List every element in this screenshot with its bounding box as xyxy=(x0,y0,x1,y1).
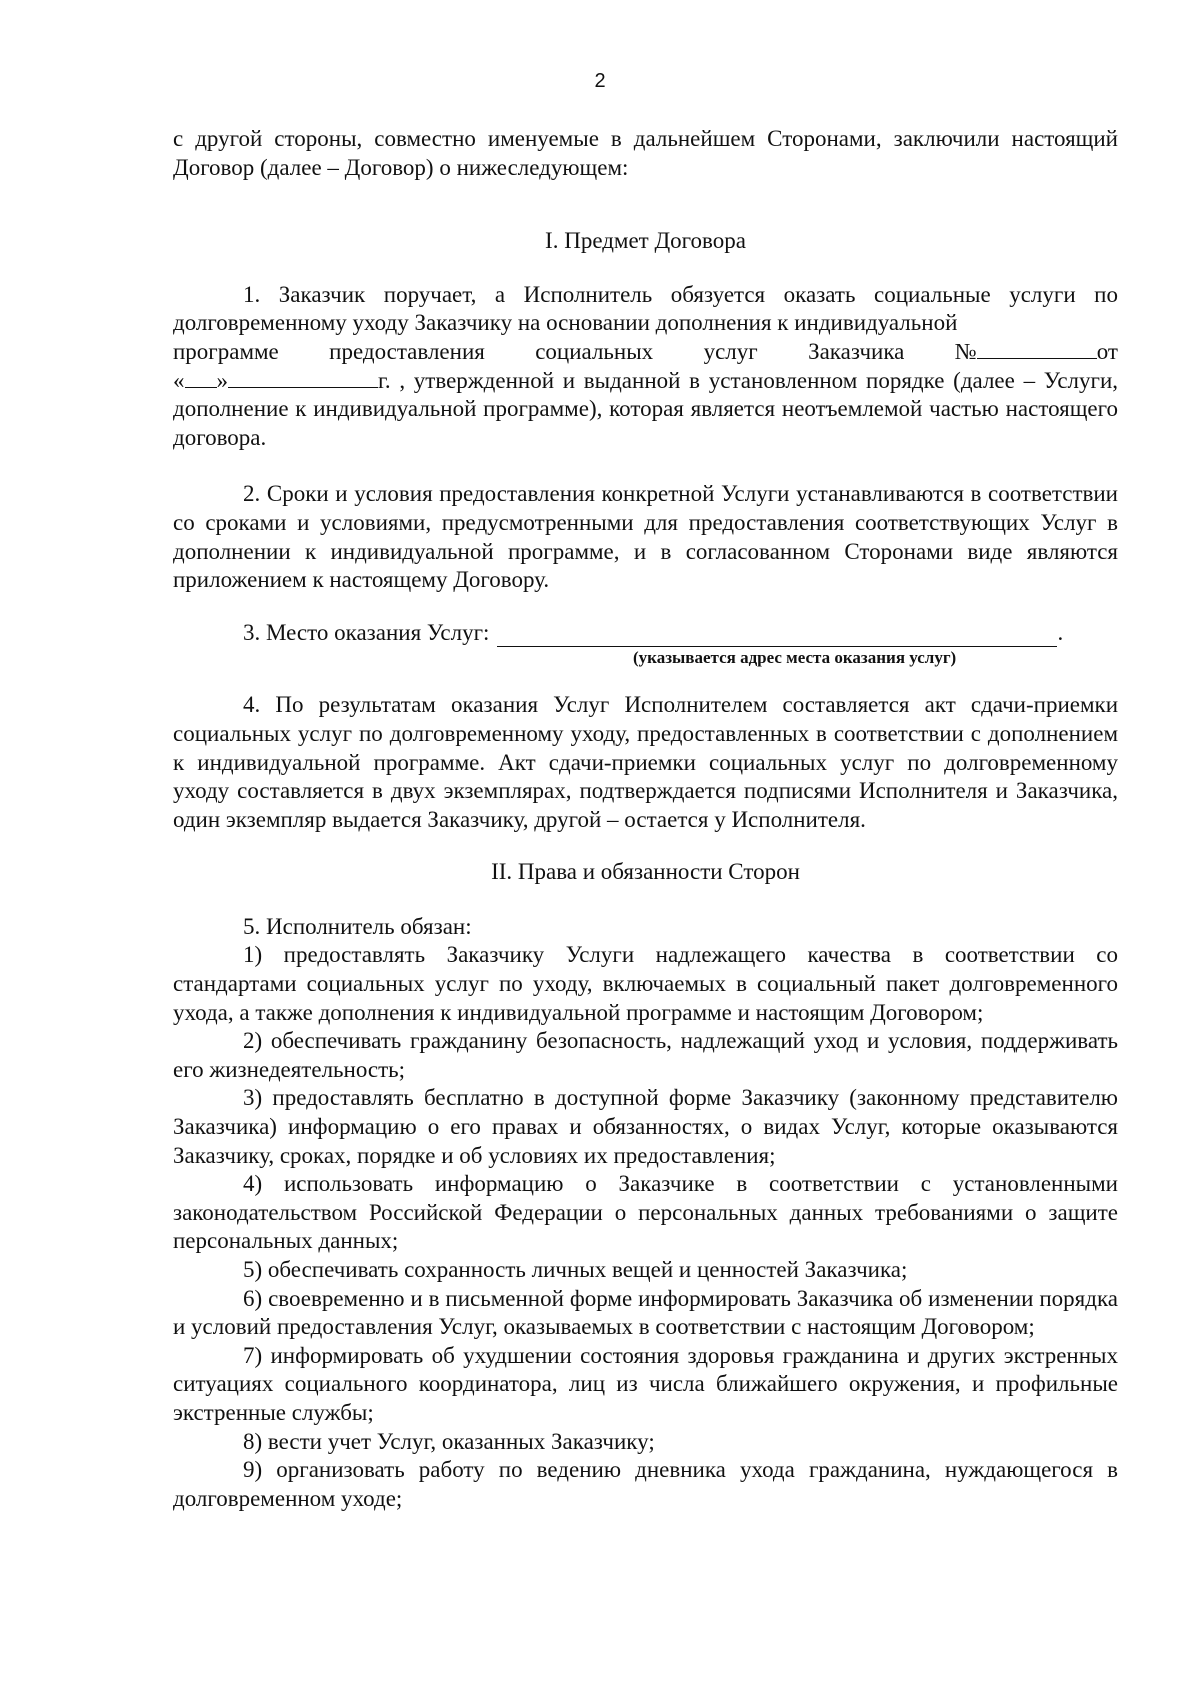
clause-1-text: 1. Заказчик поручает, а Исполнитель обязуется оказать социальные услуги по долговременному уходу Заказчику на основании дополнения к индивидуальной xyxy=(173,281,1118,336)
clause-5-title: 5. Исполнитель обязан: xyxy=(243,913,472,939)
duty-item: 9) организовать работу по ведению дневника ухода гражданина, нуждающегося в долговременном уходе; xyxy=(173,1457,1118,1511)
word-from: от xyxy=(1096,338,1118,364)
word-customer: Заказчика xyxy=(808,338,905,364)
duty-item: 5) обеспечивать сохранность личных вещей и ценностей Заказчика; xyxy=(243,1257,908,1282)
month-year-blank xyxy=(228,367,378,388)
clause-1-continuation xyxy=(173,367,1118,453)
duty-item: 8) вести учет Услуг, оказанных Заказчику; xyxy=(243,1428,655,1454)
duty-item: 1) предоставлять Заказчику Услуги надлежащего качества в соответствии со стандартами социальных услуг по уходу, включаемых в социальный пакет долговременного ухода, а также дополнения к индивидуальной программе и настоящим Договором; xyxy=(173,942,1118,1025)
date-open-quote: « xyxy=(173,367,185,393)
page-number: 2 xyxy=(594,70,606,92)
word-provision: предоставления xyxy=(329,338,485,364)
service-place-hint: (указывается адрес места оказания услуг) xyxy=(633,648,957,668)
day-blank xyxy=(185,367,217,388)
clause-2: 2. Сроки и условия предоставления конкретной Услуги устанавливаются в соответствии со сроками и условиями, предусмотренными для предоставления соответствующих Услуг в дополнении к индивидуальной программе, и в согласованном Сторонами виде являются приложением к настоящему Договору. xyxy=(173,481,1118,593)
number-field xyxy=(955,338,1118,367)
number-sign: № xyxy=(954,338,977,364)
service-place-label: 3. Место оказания Услуг: xyxy=(243,619,490,645)
intro-paragraph: с другой стороны, совместно именуемые в дальнейшем Сторонами, заключили настоящий Договор (далее – Договор) о нижеследующем: xyxy=(173,126,1118,180)
service-place-line xyxy=(173,619,1118,648)
word-services: услуг xyxy=(703,338,758,364)
section-2-heading: II. Права и обязанности Сторон xyxy=(491,859,800,885)
duty-item: 7) информировать об ухудшении состояния здоровья гражданина и других экстренных ситуациях социального координатора, лиц из числа ближайшего окружения, и профильные экстренные службы; xyxy=(173,1342,1118,1425)
duty-item: 2) обеспечивать гражданину безопасность, надлежащий уход и условия, поддерживать его жизнедеятельность; xyxy=(173,1028,1118,1082)
clause-1 xyxy=(173,281,1118,453)
duty-item: 3) предоставлять бесплатно в доступной форме Заказчику (законному представителю Заказчика) информацию о его правах и обязанностях, о видах Услуг, которые оказываются Заказчику, сроках, порядке и об условиях их предоставления; xyxy=(173,1085,1118,1168)
clause-4: 4. По результатам оказания Услуг Исполнителем составляется акт сдачи-приемки социальных услуг по долговременному уходу, предоставленных в соответствии с дополнением к индивидуальной программе. Акт сдачи-приемки социальных услуг по долговременному уходу составляется в двух экземплярах, подтверждается подписями Исполнителя и Заказчика, один экземпляр выдается Заказчику, другой – остается у Исполнителя. xyxy=(173,692,1118,832)
clause-3 xyxy=(173,619,1118,670)
duty-item: 6) своевременно и в письменной форме информировать Заказчика об изменении порядка и условий предоставления Услуг, оказываемых в соответствии с настоящим Договором; xyxy=(173,1285,1118,1340)
clause-1-tail: г. , утвержденной и выданной в установленном порядке (далее – Услуги, дополнение к индивидуальной программе), которая является неотъемлемой частью настоящего договора. xyxy=(173,367,1118,450)
word-program: программе xyxy=(173,338,279,364)
date-close-quote: » xyxy=(216,367,228,393)
duty-item: 4) использовать информацию о Заказчике в соответствии с установленными законодательством Российской Федерации о персональных данных требованиями о защите персональных данных; xyxy=(173,1171,1118,1254)
program-number-blank xyxy=(977,338,1097,359)
section-1-heading: I. Предмет Договора xyxy=(545,228,746,254)
clause-1-program-row xyxy=(173,338,1118,367)
document-body xyxy=(173,125,1118,1513)
word-social: социальных xyxy=(535,338,654,364)
service-place-end: . xyxy=(1057,619,1064,645)
service-place-blank xyxy=(497,624,1057,647)
